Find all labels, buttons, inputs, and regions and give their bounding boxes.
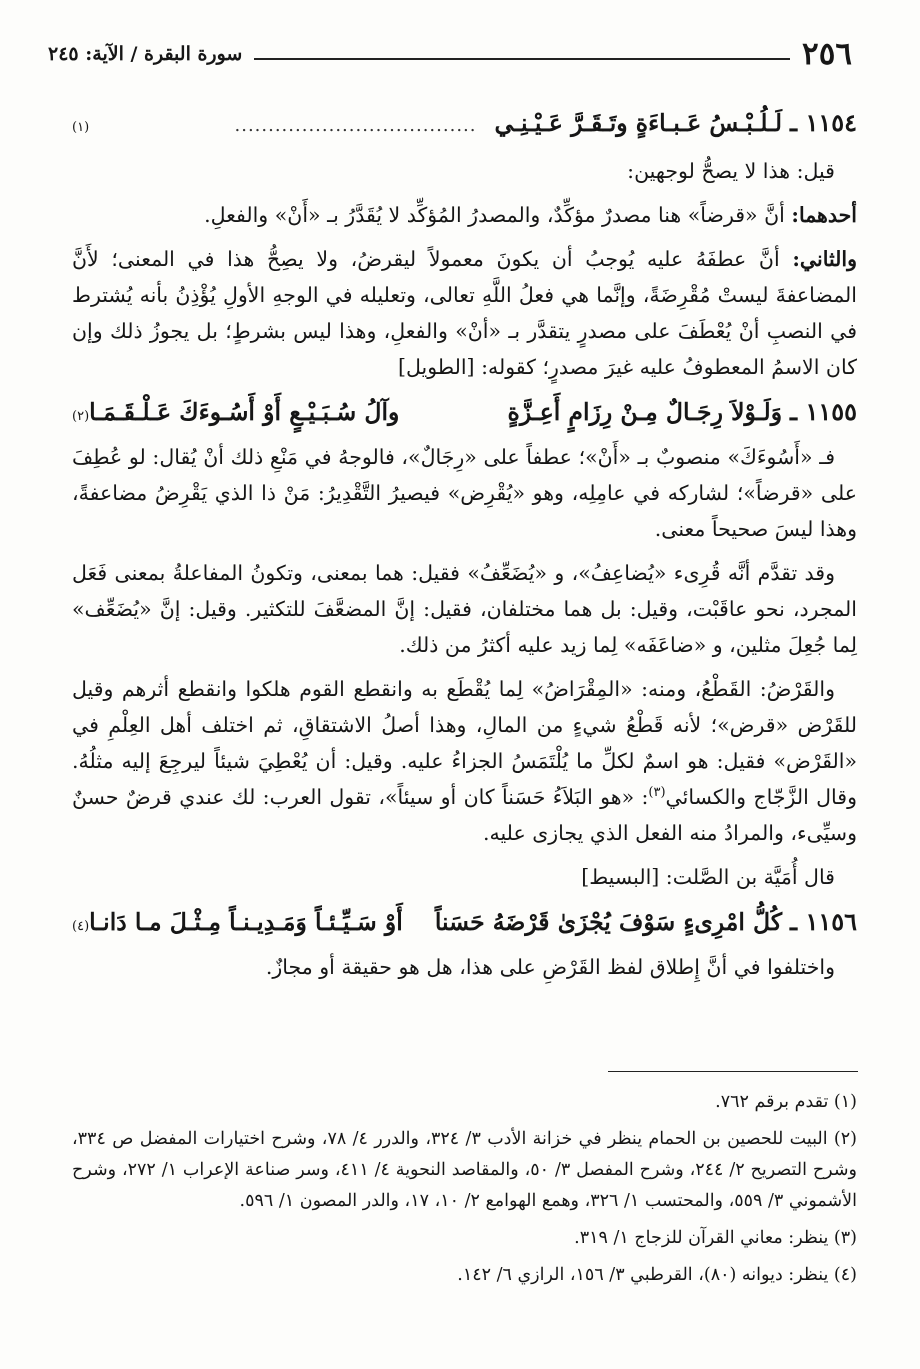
footnote: (٢) البيت للحصين بن الحمام ينظر في خزانة الأدب ٣/ ٣٢٤، والدرر ٤/ ٧٨، وشرح اختيارات المفضل ص ٣٣٤، وشرح التصريح ٢/ ٢٤٤، وشرح المفصل ٣/ ٥٠، والمقاصد النحوية ٤/ ٤١١، وسر صناعة الإعراب ١/ ٢٧٢، وشرح الأشموني ٣/ ٥٥٩، والمحتسب ١/ ٣٢٦، وهمع الهوامع ٢/ ١٠، ١٧، والدر المصون ١/ ٥٩٦. (72, 1129, 857, 1211)
paragraph (72, 197, 857, 233)
main-text (72, 100, 857, 993)
paragraph: قيل: هذا لا يصحُّ لوجهين: (627, 159, 835, 183)
page-number: ٢٥٦ (802, 36, 852, 72)
verse-1155: ١١٥٥ ـ وَلَـوْلاَ رِجَـالٌ مِـنْ رِزَامٍ أَعِـزَّةٍ وآلُ سُـبَـيْـعٍ أَوْ أَسُـوءَكَ عَـلْـقَـمَـا (٢) (72, 393, 857, 431)
verse-number: ١١٥٥ ـ (790, 397, 857, 426)
paragraph: قال أُمَيَّة بن الصَّلت: [البسيط] (581, 865, 835, 889)
paragraph: واختلفوا في أنَّ إِطلاق لفظ القَرْضِ على هذا، هل هو حقيقة أو مجازٌ. (265, 955, 835, 979)
paragraph-lead: أحدهما: (791, 203, 857, 227)
page-header (48, 32, 852, 76)
verse-dots: .................................... (234, 115, 477, 136)
footnote: (٣) ينظر: معاني القرآن للزجاج ١/ ٣١٩. (574, 1228, 857, 1248)
footnote-marker: (٣) (648, 785, 666, 801)
verse-1154: ١١٥٤ ـ لَـلُـبْـسُ عَـبـاءَةٍ وتَـقَـرَّ عَـيْـنِـي .................................... (١) (72, 104, 857, 145)
paragraph-lead: والثاني: (792, 247, 857, 271)
verse-hemistich: لَـلُـبْـسُ عَـبـاءَةٍ وتَـقَـرَّ عَـيْـنِـي (494, 109, 783, 137)
header-rule (254, 58, 790, 60)
paragraph-text: والقَرْضُ: القَطْعُ، ومنه: «المِقْرَاضُ» لِما يُقْطَع به وانقطع القوم هلكوا وانقطع أثرهم وقيل للقَرْض «قرض»؛ لأنه قَطْعُ شيءٍ من المالِ، وهذا أصلُ الاشتقاقِ، ثم اختلف أهل العِلْمِ في «القَرْض» فقيل: هو اسمٌ لكلِّ ما يُلْتَمَسُ الجزاءُ عليه. وقيل: أن يُعْطِيَ شيئاً ليرجِعَ إليه مثلُهُ. وقال الزَّجّاج والكسائي (72, 677, 857, 809)
paragraph-text: أنَّ «قرضاً» هنا مصدرٌ مؤكِّدٌ، والمصدرُ المُؤكِّد لا يُقَدَّرُ بـ «أَنْ» والفعلِ. (204, 203, 792, 227)
verse-1156: ١١٥٦ ـ كُلُّ امْرِىءٍ سَوْفَ يُجْزَىٰ قَرْضَهُ حَسَناً أَوْ سَـيِّـئـاً وَمَـدِيـنـاً مِـثْـلَ مـا دَانـا (٤) (72, 903, 857, 941)
verse-hemistich-first: كُلُّ امْرِىءٍ سَوْفَ يُجْزَىٰ قَرْضَهُ حَسَناً (434, 908, 783, 936)
paragraph: فـ «أَسُوءَكَ» منصوبٌ بـ «أَنْ»؛ عطفاً على «رِجَالٌ»، فالوجهُ في مَنْعِ ذلك أنْ يُقال: لو عُطِفَ على «قرضاً»؛ لشاركه في عامِلِه، وهو «يُقْرِض» فيصيرُ التَّقْدِيرُ: مَنْ ذا الذي يَقْرِضُ مضاعفةً، وهذا ليسَ صحيحاً معنى. (72, 445, 857, 541)
paragraph: وقد تقدَّم أنَّه قُرِىء «يُضاعِفُ»، و «يُضَعِّفُ» فقيل: هما بمعنى، وتكونُ المفاعلةُ بمعنى فَعَل المجرد، نحو عاقَبْت، وقيل: بل هما مختلفان، فقيل: إنَّ المضعَّفَ للتكثير. وقيل: إنَّ «يُضَعِّف» لِما جُعِلَ مثلين، و «ضاعَفَه» لِما زيد عليه أكثرُ من ذلك. (72, 561, 857, 657)
paragraph (72, 671, 857, 851)
verse-hemistich-second: أَوْ سَـيِّـئـاً وَمَـدِيـنـاً مِـثْـلَ مـا دَانـا (89, 908, 403, 936)
footnote: (١) تقدم برقم ٧٦٢. (715, 1092, 857, 1112)
verse-number: ١١٥٦ ـ (790, 907, 857, 936)
verse-number: ١١٥٤ ـ (790, 108, 857, 137)
paragraph-text: أنَّ عطفَهُ عليه يُوجبُ أن يكونَ معمولاً ليقرضُ، ولا يصِحُّ هذا في المعنى؛ لأَنَّ المضاعفةَ ليستْ مُقْرِضَةً، وإنَّما هي فعلُ اللَّهِ تعالى، وتعليله في الوجهِ الأولِ يُؤْذِنُ بأنه يُشترط في النصبِ أنْ يُعْطَفَ على مصدرٍ يتقدَّر بـ «أنْ» والفعلِ، وهذا ليس بشرطٍ؛ بل يجوزُ ذلك وإن كان الاسمُ المعطوفُ عليه غيرَ مصدرٍ؛ كقوله: (72, 247, 857, 379)
meter-label: [الطويل] (397, 355, 475, 379)
footnote: (٤) ينظر: ديوانه (٨٠)، القرطبي ٣/ ١٥٦، الرازي ٦/ ١٤٢. (457, 1265, 857, 1285)
paragraph (72, 241, 857, 385)
footnotes (72, 1087, 857, 1297)
verse-hemistich-second: وآلُ سُـبَـيْـعٍ أَوْ أَسُـوءَكَ عَـلْـقَـمَـا (89, 398, 400, 426)
footnote-divider (608, 1071, 858, 1072)
verse-hemistich-first: وَلَـوْلاَ رِجَـالٌ مِـنْ رِزَامٍ أَعِـزَّةٍ (507, 398, 783, 426)
sura-reference: سورة البقرة / الآية: ٢٤٥ (48, 43, 243, 65)
paragraph-text: : «هو البَلاَءُ حَسَناً كان أو سيئاً»، تقول العرب: لك عندي قرضٌ حسنٌ وسيِّىء، والمرادُ منه الفعل الذي يجازى عليه. (72, 785, 857, 845)
